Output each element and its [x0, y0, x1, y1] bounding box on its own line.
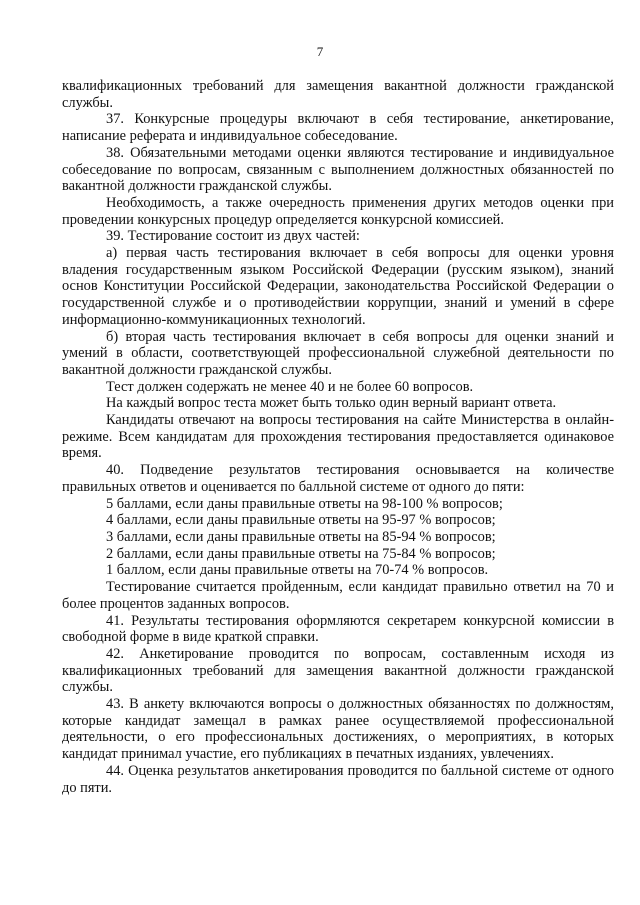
score-item-1: 1 баллом, если даны правильные ответы на 70-74 % вопросов.: [106, 562, 489, 579]
paragraph-pass-criteria: Тестирование считается пройденным, если кандидат правильно ответил на 70 и более процентов заданных вопросов.: [62, 579, 614, 612]
score-item-4: 4 баллами, если даны правильные ответы на 95-97 % вопросов;: [106, 512, 496, 529]
paragraph-42: 42. Анкетирование проводится по вопросам, составленным исходя из квалификационных требований для замещения вакантной должности гражданской службы.: [62, 645, 614, 696]
paragraph-continuation: квалификационных требований для замещения вакантной должности гражданской службы.: [62, 78, 614, 111]
paragraph-43: 43. В анкету включаются вопросы о должностных обязанностях по должностям, которые кандидат замещал в рамках ранее осуществляемой профессиональной деятельности, о его профессиональных достижениях, о мероприятиях, в которых кандидат принимал участие, его публикациях в печатных изданиях, увлечениях.: [62, 696, 614, 763]
score-item-2: 2 баллами, если даны правильные ответы на 75-84 % вопросов;: [106, 545, 496, 562]
paragraph-one-answer: На каждый вопрос теста может быть только один верный вариант ответа.: [106, 395, 557, 412]
score-item-5: 5 баллами, если даны правильные ответы на 98-100 % вопросов;: [106, 495, 503, 512]
paragraph-test-size: Тест должен содержать не менее 40 и не более 60 вопросов.: [106, 378, 474, 395]
paragraph-38-methods-order: Необходимость, а также очередность применения других методов оценки при проведении конкурсных процедур определяется конкурсной комиссией.: [62, 194, 614, 228]
paragraph-39-part-a: а) первая часть тестирования включает в себя вопросы для оценки уровня владения государственным языком Российской Федерации (русским языком), знаний основ Конституции Российской Федерации, законодательства Российской Федерации о государственной службе и о противодействии коррупции, знаний и умений в сфере информационно-коммуникационных технологий.: [62, 245, 614, 328]
paragraph-39-part-b: б) вторая часть тестирования включает в себя вопросы для оценки знаний и умений в области, соответствующей профессиональной служебной деятельности по вакантной должности гражданской службы.: [62, 328, 614, 378]
document-body: [62, 78, 614, 796]
paragraph-online-mode: Кандидаты отвечают на вопросы тестирования на сайте Министерства в онлайн-режиме. Всем кандидатам для прохождения тестирования предоставляется одинаковое время.: [62, 412, 614, 462]
paragraph-40: 40. Подведение результатов тестирования основывается на количестве правильных ответов и оценивается по балльной системе от одного до пяти:: [62, 462, 614, 495]
paragraph-44: 44. Оценка результатов анкетирования проводится по балльной системе от одного до пяти.: [62, 762, 614, 796]
score-item-3: 3 баллами, если даны правильные ответы на 85-94 % вопросов;: [106, 528, 496, 545]
paragraph-41: 41. Результаты тестирования оформляются секретарем конкурсной комиссии в свободной форме в виде краткой справки.: [62, 612, 614, 646]
paragraph-37: 37. Конкурсные процедуры включают в себя тестирование, анкетирование, написание реферата и индивидуальное собеседование.: [62, 111, 614, 145]
page-number: 7: [316, 44, 324, 59]
paragraph-38: 38. Обязательными методами оценки являются тестирование и индивидуальное собеседование по вопросам, связанным с выполнением должностных обязанностей по вакантной должности гражданской службы.: [62, 144, 614, 195]
paragraph-39: 39. Тестирование состоит из двух частей:: [106, 228, 360, 245]
